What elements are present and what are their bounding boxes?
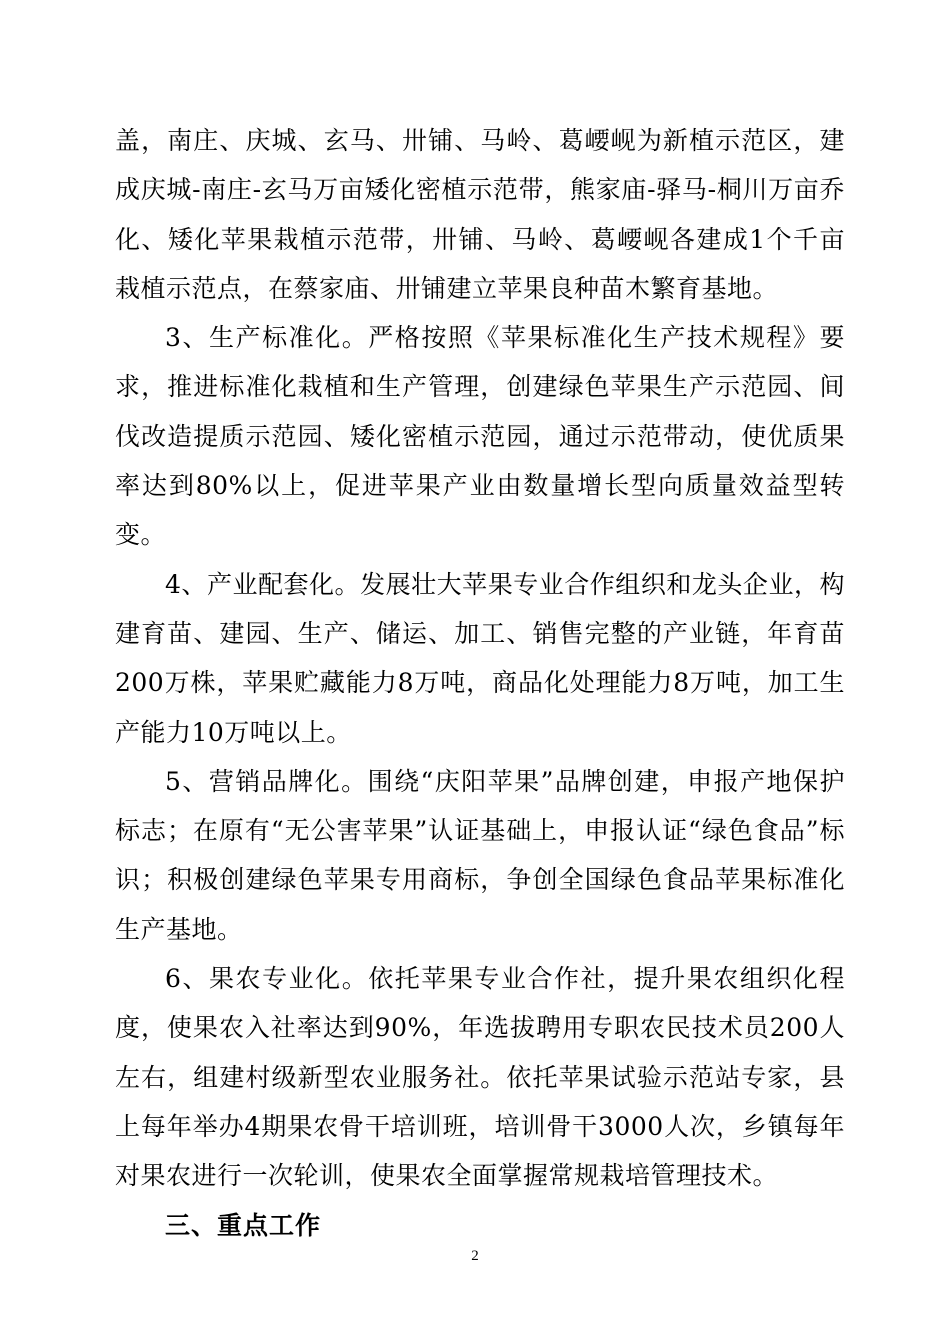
page-number: 2	[471, 1248, 479, 1264]
paragraph-item-4	[115, 560, 845, 757]
paragraph-lead: 5、营销品牌化。	[165, 766, 368, 796]
paragraph-continuation	[115, 116, 845, 313]
paragraph-item-6	[115, 954, 845, 1200]
paragraph-text: 严格按照《苹果标准化生产技术规程》要求，推进标准化栽植和生产管理，创建绿色苹果生产示范园、间伐改造提质示范园、矮化密植示范园，通过示范带动，使优质果率达到80%以上，促进苹果产业由数量增长型向质量效益型转变。	[115, 323, 845, 550]
paragraph-lead: 6、果农专业化。	[165, 964, 369, 994]
paragraph-item-3	[115, 313, 845, 559]
paragraph-text: 盖，南庄、庆城、玄马、卅铺、马岭、葛崾岘为新植示范区，建成庆城-南庄-玄马万亩矮化密植示范带，熊家庙-驿马-桐川万亩乔化、矮化苹果栽植示范带，卅铺、马岭、葛崾岘各建成1个千亩栽植示范点，在蔡家庙、卅铺建立苹果良种苗木繁育基地。	[115, 126, 845, 303]
document-body	[115, 116, 845, 1250]
paragraph-text: 依托苹果专业合作社，提升果农组织化程度，使果农入社率达到90%，年选拔聘用专职农民技术员200人左右，组建村级新型农业服务社。依托苹果试验示范站专家，县上每年举办4期果农骨干培训班，培训骨干3000人次，乡镇每年对果农进行一次轮训，使果农全面掌握常规栽培管理技术。	[115, 964, 845, 1191]
paragraph-text: 围绕“庆阳苹果”品牌创建，申报产地保护标志；在原有“无公害苹果”认证基础上，申报认证“绿色食品”标识；积极创建绿色苹果专用商标，争创全国绿色食品苹果标准化生产基地。	[115, 766, 845, 944]
paragraph-item-5	[115, 757, 845, 954]
section-heading: 三、重点工作	[165, 1210, 322, 1240]
paragraph-text: 发展壮大苹果专业合作组织和龙头企业，构建育苗、建园、生产、储运、加工、销售完整的产业链，年育苗200万株，苹果贮藏能力8万吨，商品化处理能力8万吨，加工生产能力10万吨以上。	[115, 569, 845, 747]
paragraph-lead: 4、产业配套化。	[165, 569, 361, 599]
paragraph-lead: 3、生产标准化。	[165, 323, 369, 353]
